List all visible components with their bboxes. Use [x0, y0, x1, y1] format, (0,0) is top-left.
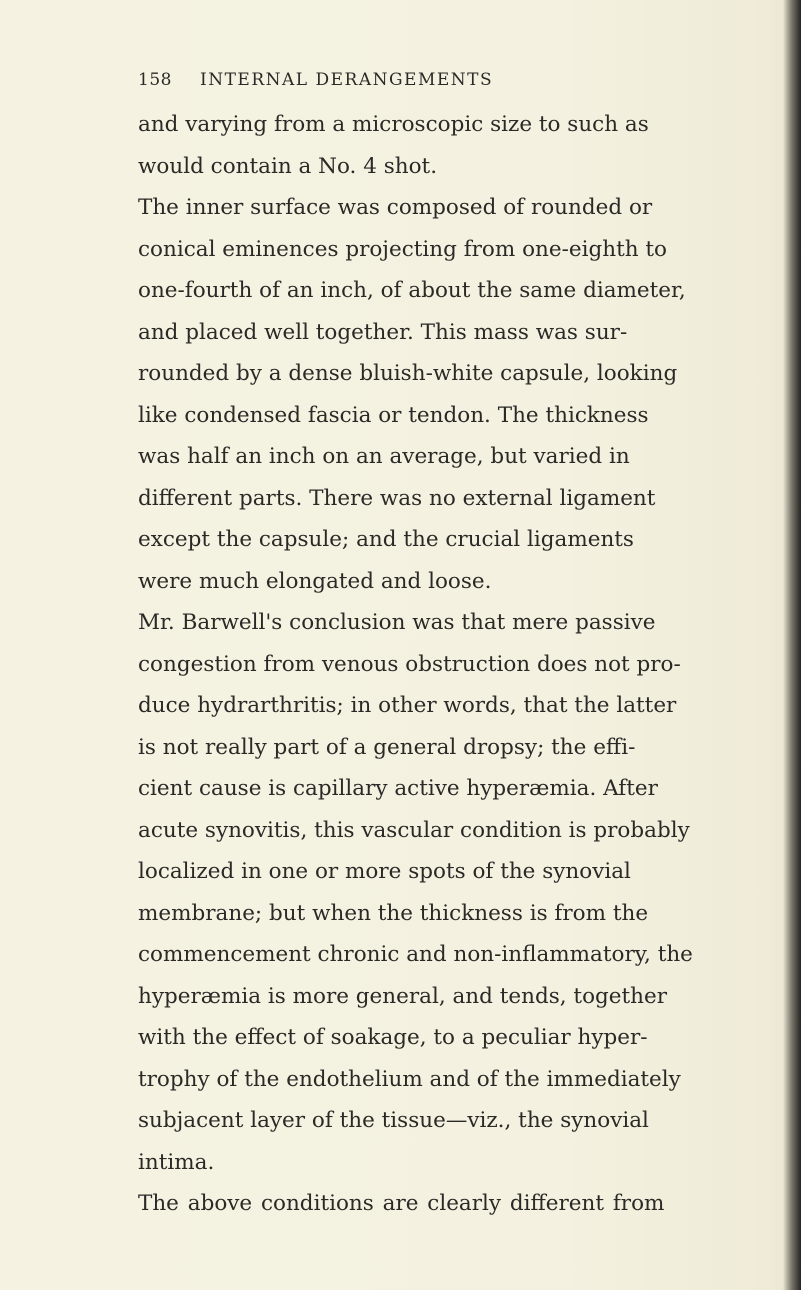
- text-line: were much elongated and loose.: [138, 568, 492, 594]
- text-line: trophy of the endothelium and of the immediately: [138, 1066, 681, 1092]
- text-line: membrane; but when the thickness is from the: [138, 900, 649, 926]
- text-line: commencement chronic and non-inflammatory, the: [138, 942, 693, 967]
- text-line: would contain a No. 4 shot.: [138, 153, 438, 179]
- page-edge-shadow: [783, 0, 801, 1290]
- text-line: and placed well together. This mass was sur-: [138, 319, 628, 345]
- text-line: like condensed fascia or tendon. The thickness: [138, 402, 649, 428]
- text-line: subjacent layer of the tissue—viz., the synovial: [138, 1108, 649, 1133]
- text-line: The inner surface was composed of rounded or: [138, 195, 653, 220]
- text-line: congestion from venous obstruction does not pro-: [138, 651, 681, 677]
- running-head: [138, 70, 698, 100]
- text-line: cient cause is capillary active hyperæmia. After: [138, 776, 658, 801]
- text-line: and varying from a microscopic size to such as: [138, 112, 649, 137]
- text-line: with the effect of soakage, to a peculiar hyper-: [138, 1025, 648, 1050]
- text-line: intima.: [138, 1149, 215, 1175]
- text-line: different parts. There was no external ligament: [138, 485, 656, 511]
- text-line: The above conditions are clearly different from: [138, 1191, 665, 1216]
- page-number: 158: [138, 70, 172, 90]
- body-text: [138, 104, 718, 1225]
- text-line: is not really part of a general dropsy; the effi-: [138, 734, 636, 760]
- text-line: except the capsule; and the crucial ligaments: [138, 527, 634, 552]
- text-line: hyperæmia is more general, and tends, together: [138, 983, 667, 1009]
- text-line: was half an inch on an average, but varied in: [138, 444, 630, 469]
- text-line: acute synovitis, this vascular condition is probably: [138, 817, 690, 843]
- text-line: rounded by a dense bluish-white capsule, looking: [138, 361, 678, 386]
- text-line: localized in one or more spots of the synovial: [138, 859, 631, 884]
- text-line: one-fourth of an inch, of about the same diameter,: [138, 278, 686, 303]
- running-title: INTERNAL DERANGEMENTS: [200, 70, 494, 90]
- text-line: duce hydrarthritis; in other words, that the latter: [138, 693, 677, 718]
- text-line: conical eminences projecting from one-eighth to: [138, 236, 667, 262]
- text-line: Mr. Barwell's conclusion was that mere passive: [138, 610, 656, 635]
